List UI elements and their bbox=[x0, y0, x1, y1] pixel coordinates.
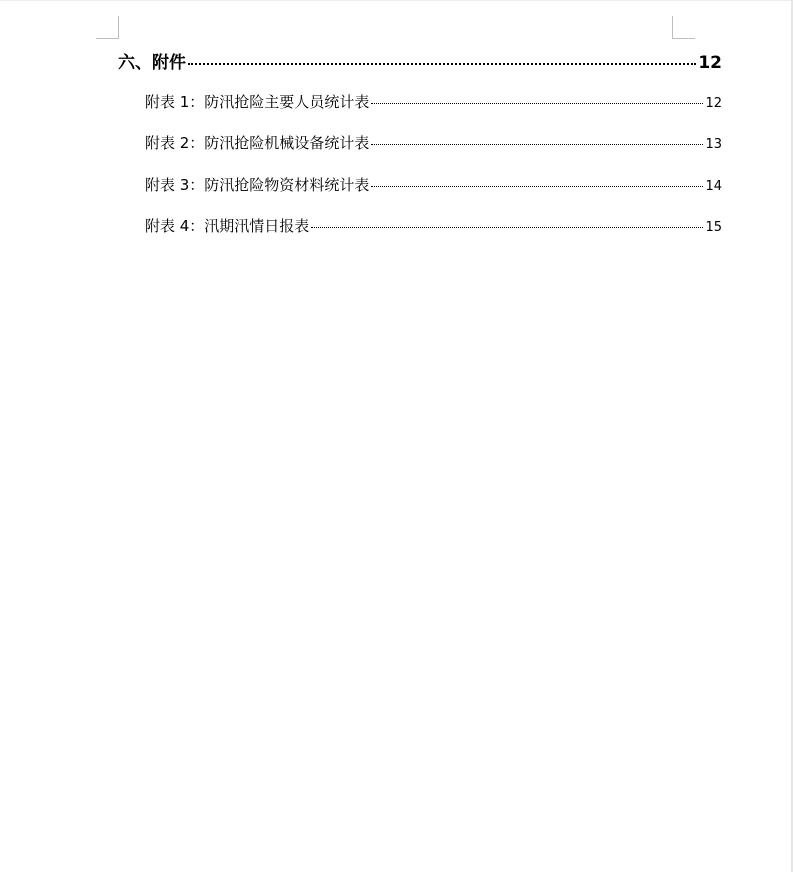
margin-crop-mark-right bbox=[672, 16, 695, 39]
toc-entry-title: 附表 1：防汛抢险主要人员统计表 bbox=[145, 93, 370, 111]
toc-entry-title: 六、附件 bbox=[118, 53, 186, 73]
toc-entry-appendix-2[interactable] bbox=[145, 132, 722, 153]
toc-entry-section-attachments[interactable] bbox=[118, 48, 722, 73]
toc-entry-appendix-4[interactable] bbox=[145, 215, 722, 236]
toc-entry-page-number: 15 bbox=[705, 220, 722, 235]
toc-entry-page-number: 12 bbox=[705, 96, 722, 111]
toc-entry-appendix-3[interactable] bbox=[145, 174, 722, 195]
toc-entry-page-number: 14 bbox=[705, 179, 722, 194]
margin-crop-mark-left bbox=[96, 16, 119, 39]
toc-entry-title: 附表 2：防汛抢险机械设备统计表 bbox=[145, 134, 370, 152]
toc-entry-appendix-1[interactable] bbox=[145, 91, 722, 112]
toc-dot-leader bbox=[371, 175, 703, 190]
toc-dot-leader bbox=[371, 133, 703, 148]
toc-dot-leader bbox=[188, 51, 696, 68]
toc-entry-title: 附表 3：防汛抢险物资材料统计表 bbox=[145, 176, 370, 194]
toc-dot-leader bbox=[371, 92, 703, 107]
toc-entry-title: 附表 4：汛期汛情日报表 bbox=[145, 217, 310, 235]
toc-entry-page-number: 13 bbox=[705, 137, 722, 152]
toc-entry-page-number: 12 bbox=[698, 53, 722, 73]
toc-dot-leader bbox=[311, 216, 703, 231]
page-top-edge bbox=[0, 0, 793, 1]
